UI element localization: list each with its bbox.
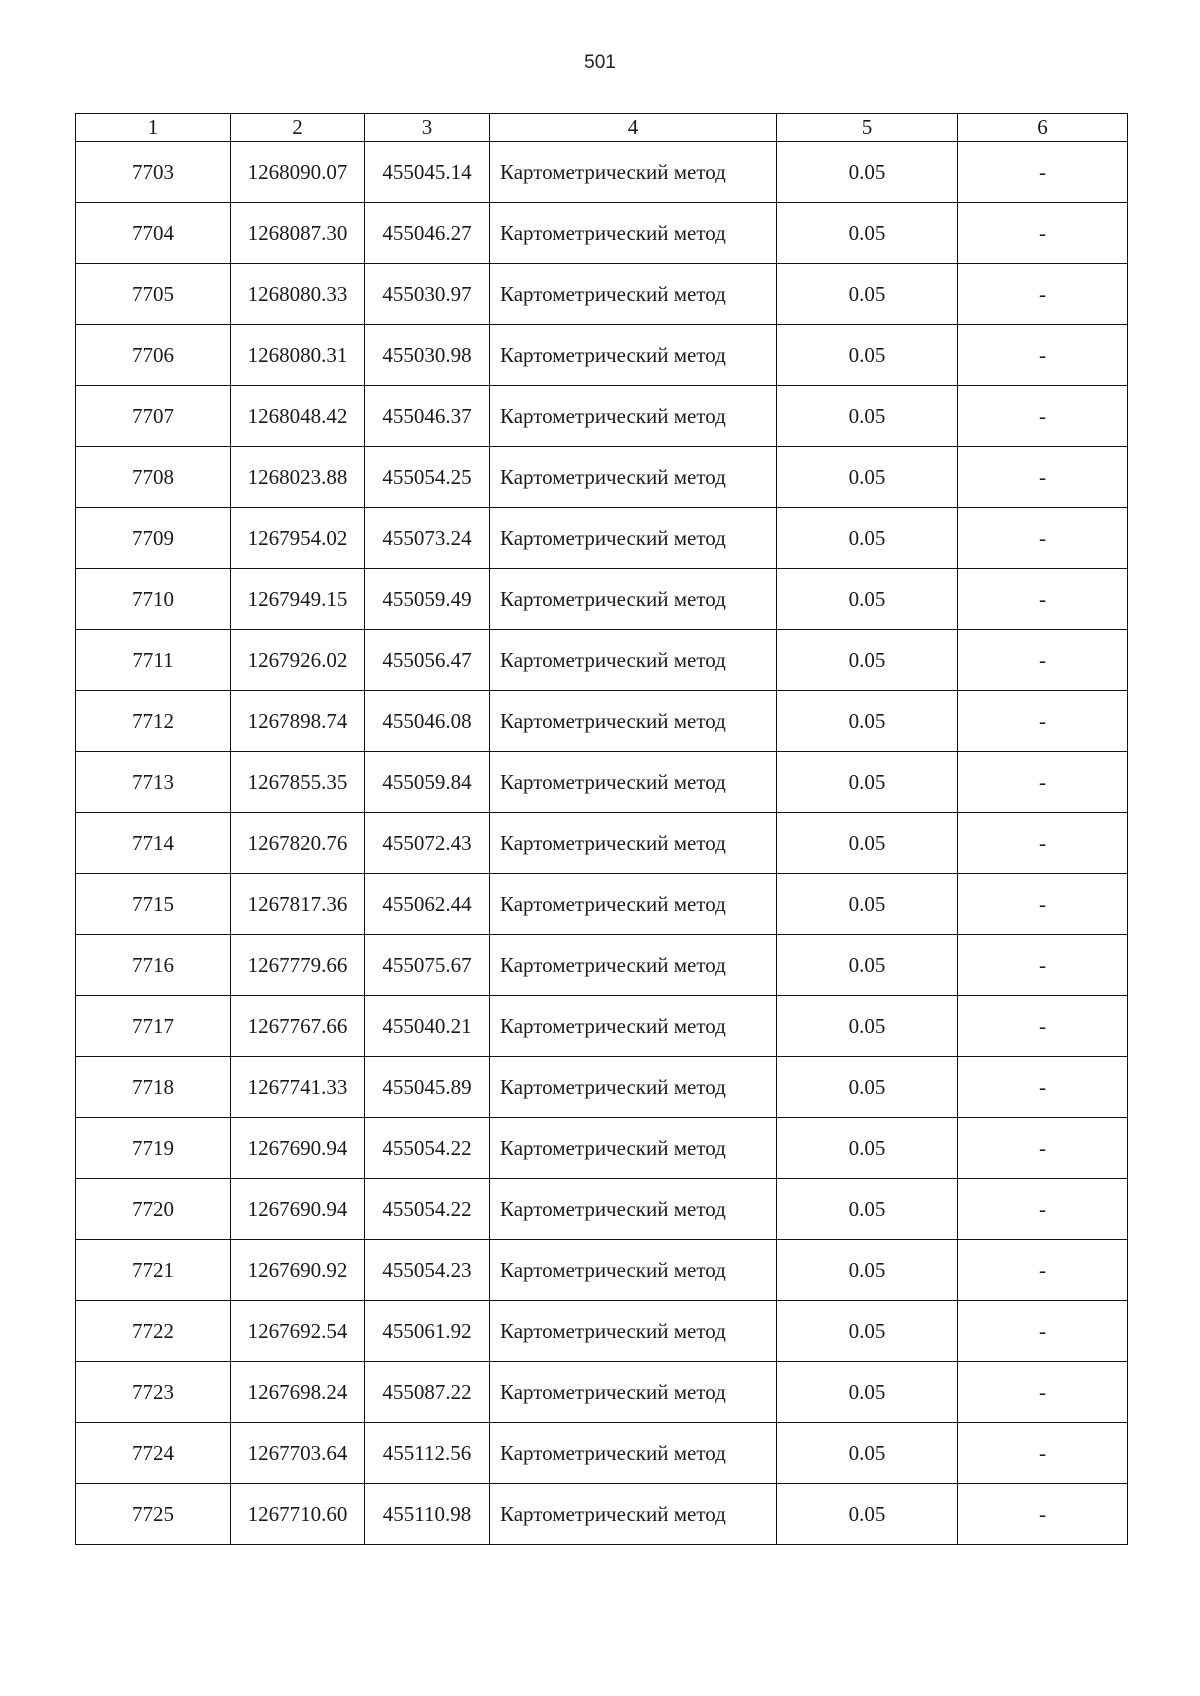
cell-accuracy: 0.05 — [777, 996, 958, 1057]
cell-y-coordinate: 455056.47 — [365, 630, 490, 691]
table-row — [76, 203, 1128, 264]
cell-method: Картометрический метод — [490, 447, 777, 508]
cell-method: Картометрический метод — [490, 386, 777, 447]
cell-point-number: 7725 — [76, 1484, 231, 1545]
cell-note: - — [958, 1423, 1128, 1484]
cell-point-number: 7707 — [76, 386, 231, 447]
header-cell-4: 4 — [490, 114, 777, 142]
cell-point-number: 7719 — [76, 1118, 231, 1179]
cell-x-coordinate: 1268080.33 — [231, 264, 365, 325]
cell-method: Картометрический метод — [490, 1118, 777, 1179]
cell-x-coordinate: 1267767.66 — [231, 996, 365, 1057]
cell-x-coordinate: 1267690.94 — [231, 1179, 365, 1240]
table-row — [76, 508, 1128, 569]
cell-note: - — [958, 447, 1128, 508]
cell-method: Картометрический метод — [490, 264, 777, 325]
cell-note: - — [958, 813, 1128, 874]
table-row — [76, 1301, 1128, 1362]
header-row — [76, 114, 1128, 142]
cell-point-number: 7708 — [76, 447, 231, 508]
cell-point-number: 7717 — [76, 996, 231, 1057]
cell-x-coordinate: 1267817.36 — [231, 874, 365, 935]
cell-accuracy: 0.05 — [777, 1423, 958, 1484]
cell-point-number: 7723 — [76, 1362, 231, 1423]
header-cell-1: 1 — [76, 114, 231, 142]
cell-accuracy: 0.05 — [777, 447, 958, 508]
cell-note: - — [958, 325, 1128, 386]
cell-x-coordinate: 1267690.94 — [231, 1118, 365, 1179]
cell-x-coordinate: 1268080.31 — [231, 325, 365, 386]
cell-x-coordinate: 1268090.07 — [231, 142, 365, 203]
cell-method: Картометрический метод — [490, 1179, 777, 1240]
cell-method: Картометрический метод — [490, 630, 777, 691]
cell-x-coordinate: 1267692.54 — [231, 1301, 365, 1362]
page-number: 501 — [584, 52, 616, 73]
cell-accuracy: 0.05 — [777, 325, 958, 386]
table-body — [76, 142, 1128, 1545]
cell-accuracy: 0.05 — [777, 264, 958, 325]
cell-y-coordinate: 455087.22 — [365, 1362, 490, 1423]
cell-note: - — [958, 996, 1128, 1057]
cell-y-coordinate: 455112.56 — [365, 1423, 490, 1484]
cell-accuracy: 0.05 — [777, 752, 958, 813]
cell-accuracy: 0.05 — [777, 1240, 958, 1301]
cell-accuracy: 0.05 — [777, 1057, 958, 1118]
cell-note: - — [958, 1057, 1128, 1118]
cell-point-number: 7703 — [76, 142, 231, 203]
cell-accuracy: 0.05 — [777, 935, 958, 996]
cell-point-number: 7720 — [76, 1179, 231, 1240]
table-row — [76, 142, 1128, 203]
header-cell-6: 6 — [958, 114, 1128, 142]
cell-point-number: 7713 — [76, 752, 231, 813]
cell-note: - — [958, 691, 1128, 752]
table-row — [76, 813, 1128, 874]
cell-note: - — [958, 508, 1128, 569]
cell-point-number: 7711 — [76, 630, 231, 691]
cell-note: - — [958, 752, 1128, 813]
cell-point-number: 7716 — [76, 935, 231, 996]
cell-point-number: 7705 — [76, 264, 231, 325]
cell-method: Картометрический метод — [490, 752, 777, 813]
cell-point-number: 7712 — [76, 691, 231, 752]
cell-method: Картометрический метод — [490, 1423, 777, 1484]
cell-note: - — [958, 1484, 1128, 1545]
cell-method: Картометрический метод — [490, 203, 777, 264]
cell-note: - — [958, 569, 1128, 630]
cell-accuracy: 0.05 — [777, 1362, 958, 1423]
cell-accuracy: 0.05 — [777, 874, 958, 935]
cell-y-coordinate: 455059.49 — [365, 569, 490, 630]
cell-method: Картометрический метод — [490, 1362, 777, 1423]
table-row — [76, 1057, 1128, 1118]
cell-accuracy: 0.05 — [777, 691, 958, 752]
table-row — [76, 752, 1128, 813]
header-cell-2: 2 — [231, 114, 365, 142]
cell-note: - — [958, 1362, 1128, 1423]
cell-method: Картометрический метод — [490, 935, 777, 996]
cell-x-coordinate: 1267690.92 — [231, 1240, 365, 1301]
table-row — [76, 1240, 1128, 1301]
header-cell-3: 3 — [365, 114, 490, 142]
cell-x-coordinate: 1267820.76 — [231, 813, 365, 874]
cell-point-number: 7706 — [76, 325, 231, 386]
cell-y-coordinate: 455054.22 — [365, 1179, 490, 1240]
cell-point-number: 7714 — [76, 813, 231, 874]
cell-accuracy: 0.05 — [777, 813, 958, 874]
coordinates-table — [75, 113, 1128, 1545]
cell-x-coordinate: 1267741.33 — [231, 1057, 365, 1118]
cell-accuracy: 0.05 — [777, 1301, 958, 1362]
cell-point-number: 7724 — [76, 1423, 231, 1484]
cell-point-number: 7710 — [76, 569, 231, 630]
cell-accuracy: 0.05 — [777, 508, 958, 569]
cell-point-number: 7715 — [76, 874, 231, 935]
cell-y-coordinate: 455072.43 — [365, 813, 490, 874]
cell-y-coordinate: 455062.44 — [365, 874, 490, 935]
cell-x-coordinate: 1267954.02 — [231, 508, 365, 569]
cell-point-number: 7709 — [76, 508, 231, 569]
table-row — [76, 1484, 1128, 1545]
cell-x-coordinate: 1267698.24 — [231, 1362, 365, 1423]
cell-y-coordinate: 455073.24 — [365, 508, 490, 569]
cell-point-number: 7704 — [76, 203, 231, 264]
cell-point-number: 7718 — [76, 1057, 231, 1118]
cell-note: - — [958, 1301, 1128, 1362]
cell-method: Картометрический метод — [490, 569, 777, 630]
table-row — [76, 1118, 1128, 1179]
cell-x-coordinate: 1267710.60 — [231, 1484, 365, 1545]
cell-method: Картометрический метод — [490, 1301, 777, 1362]
table-row — [76, 996, 1128, 1057]
cell-x-coordinate: 1267926.02 — [231, 630, 365, 691]
cell-y-coordinate: 455045.14 — [365, 142, 490, 203]
cell-x-coordinate: 1268048.42 — [231, 386, 365, 447]
cell-method: Картометрический метод — [490, 996, 777, 1057]
cell-accuracy: 0.05 — [777, 203, 958, 264]
cell-accuracy: 0.05 — [777, 1118, 958, 1179]
cell-y-coordinate: 455046.08 — [365, 691, 490, 752]
cell-note: - — [958, 630, 1128, 691]
cell-method: Картометрический метод — [490, 874, 777, 935]
cell-accuracy: 0.05 — [777, 386, 958, 447]
cell-note: - — [958, 1179, 1128, 1240]
cell-note: - — [958, 935, 1128, 996]
table-header — [76, 114, 1128, 142]
cell-note: - — [958, 142, 1128, 203]
cell-method: Картометрический метод — [490, 1240, 777, 1301]
cell-y-coordinate: 455054.23 — [365, 1240, 490, 1301]
cell-point-number: 7721 — [76, 1240, 231, 1301]
cell-note: - — [958, 1240, 1128, 1301]
cell-y-coordinate: 455054.25 — [365, 447, 490, 508]
cell-x-coordinate: 1268087.30 — [231, 203, 365, 264]
cell-method: Картометрический метод — [490, 325, 777, 386]
cell-y-coordinate: 455045.89 — [365, 1057, 490, 1118]
table-row — [76, 630, 1128, 691]
cell-accuracy: 0.05 — [777, 569, 958, 630]
cell-accuracy: 0.05 — [777, 630, 958, 691]
table-row — [76, 325, 1128, 386]
cell-note: - — [958, 1118, 1128, 1179]
cell-note: - — [958, 874, 1128, 935]
cell-x-coordinate: 1267779.66 — [231, 935, 365, 996]
cell-method: Картометрический метод — [490, 813, 777, 874]
cell-method: Картометрический метод — [490, 508, 777, 569]
cell-y-coordinate: 455075.67 — [365, 935, 490, 996]
table-row — [76, 935, 1128, 996]
cell-y-coordinate: 455054.22 — [365, 1118, 490, 1179]
table-row — [76, 1423, 1128, 1484]
cell-accuracy: 0.05 — [777, 1179, 958, 1240]
cell-method: Картометрический метод — [490, 691, 777, 752]
cell-note: - — [958, 264, 1128, 325]
cell-x-coordinate: 1267898.74 — [231, 691, 365, 752]
cell-y-coordinate: 455040.21 — [365, 996, 490, 1057]
cell-note: - — [958, 203, 1128, 264]
cell-y-coordinate: 455061.92 — [365, 1301, 490, 1362]
table-row — [76, 264, 1128, 325]
cell-method: Картометрический метод — [490, 142, 777, 203]
header-cell-5: 5 — [777, 114, 958, 142]
cell-method: Картометрический метод — [490, 1484, 777, 1545]
cell-method: Картометрический метод — [490, 1057, 777, 1118]
cell-y-coordinate: 455059.84 — [365, 752, 490, 813]
cell-y-coordinate: 455030.98 — [365, 325, 490, 386]
cell-y-coordinate: 455030.97 — [365, 264, 490, 325]
table-row — [76, 874, 1128, 935]
table-row — [76, 1179, 1128, 1240]
cell-y-coordinate: 455046.27 — [365, 203, 490, 264]
cell-y-coordinate: 455046.37 — [365, 386, 490, 447]
table-row — [76, 1362, 1128, 1423]
table-row — [76, 691, 1128, 752]
cell-accuracy: 0.05 — [777, 1484, 958, 1545]
cell-y-coordinate: 455110.98 — [365, 1484, 490, 1545]
table-row — [76, 386, 1128, 447]
cell-accuracy: 0.05 — [777, 142, 958, 203]
cell-note: - — [958, 386, 1128, 447]
table-row — [76, 569, 1128, 630]
cell-x-coordinate: 1267855.35 — [231, 752, 365, 813]
cell-x-coordinate: 1267703.64 — [231, 1423, 365, 1484]
cell-point-number: 7722 — [76, 1301, 231, 1362]
cell-x-coordinate: 1267949.15 — [231, 569, 365, 630]
table-row — [76, 447, 1128, 508]
cell-x-coordinate: 1268023.88 — [231, 447, 365, 508]
